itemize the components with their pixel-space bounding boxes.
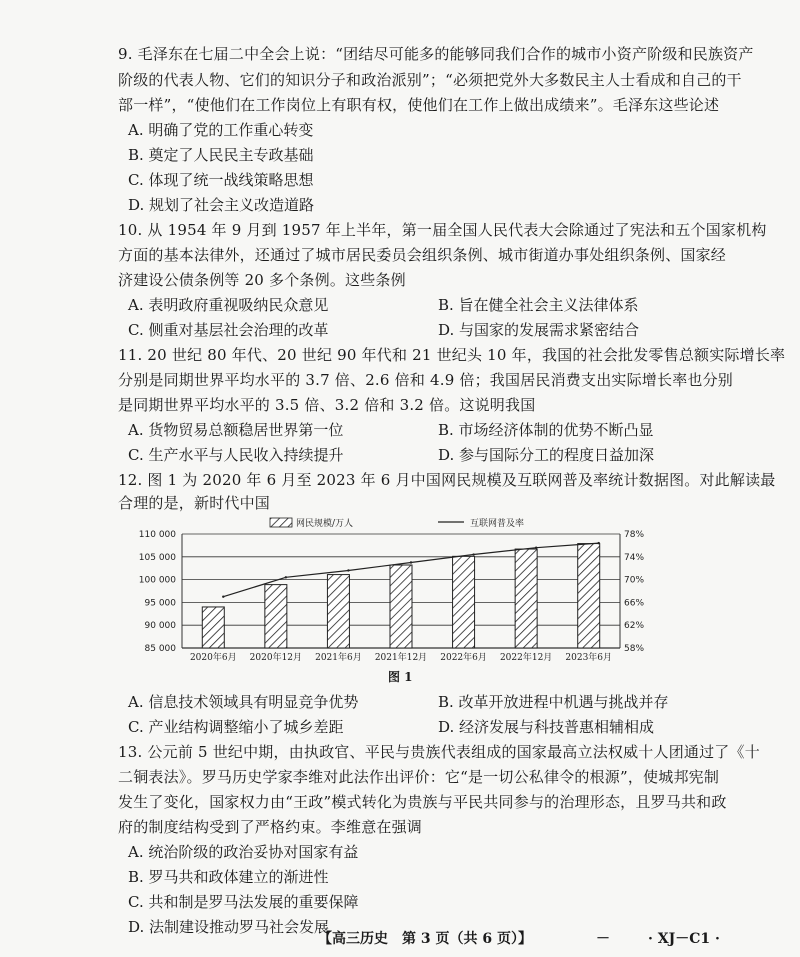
q10-stem-line-1: 10. 从 1954 年 9 月到 1957 年上半年，第一届全国人民代表大会除通过了宪法和五个国家机构 (118, 221, 767, 239)
y-left-tick-label: 90 000 (144, 621, 176, 632)
bar (265, 585, 287, 648)
line-point (535, 546, 537, 548)
page-footer-code: · XJ－C1 · (648, 931, 720, 947)
legend-line-label: 互联网普及率 (470, 519, 525, 529)
line-point (598, 542, 600, 544)
y-left-tick-label: 105 000 (138, 552, 176, 563)
legend-bar-label: 网民规模/万人 (296, 519, 354, 529)
x-tick-label: 2021年12月 (374, 653, 428, 663)
q11-stem-line-1: 11. 20 世纪 80 年代、20 世纪 90 年代和 21 世纪头 10 年，我国的社会批发零售总额实际增长率 (118, 346, 786, 364)
bar (327, 575, 349, 648)
q11-option-d[interactable]: D. 参与国际分工的程度日益加深 (438, 446, 655, 464)
q12-stem-line-1: 12. 图 1 为 2020 年 6 月至 2023 年 6 月中国网民规模及互联网普及率统计数据图。对此解读最 (118, 471, 776, 489)
bar (515, 549, 537, 648)
y-left-tick-label: 100 000 (138, 575, 176, 586)
page-footer-label: 【高三历史 第 3 页（共 6 页）】 (318, 931, 532, 947)
q11-option-a[interactable]: A. 货物贸易总额稳居世界第一位 (128, 421, 344, 439)
q13-stem-line-1: 13. 公元前 5 世纪中期，由执政官、平民与贵族代表组成的国家最高立法权威十人团通过了《十 (118, 743, 760, 761)
bar (453, 556, 475, 648)
y-right-tick-label: 66% (624, 598, 645, 609)
line-point (410, 561, 412, 563)
q11-stem-line-3: 是同期世界平均水平的 3.5 倍、3.2 倍和 3.2 倍。这说明我国 (118, 396, 536, 414)
q10-option-c[interactable]: C. 侧重对基层社会治理的改革 (128, 321, 329, 339)
x-tick-label: 2020年12月 (249, 653, 303, 663)
q13-option-b[interactable]: B. 罗马共和政体建立的渐进性 (128, 868, 329, 886)
q9-option-c[interactable]: C. 体现了统一战线策略思想 (128, 171, 314, 189)
x-tick-label: 2021年6月 (315, 653, 362, 663)
q9-stem-line-3: 部一样”，“使他们在工作岗位上有职有权，使他们在工作上做出成绩来”。毛泽东这些论述 (118, 96, 720, 114)
x-tick-label: 2022年6月 (440, 653, 487, 663)
line-point (222, 596, 224, 598)
q13-option-a[interactable]: A. 统治阶级的政治妥协对国家有益 (128, 843, 359, 861)
chart-svg (120, 516, 680, 666)
y-left-tick-label: 85 000 (144, 644, 176, 654)
q12-option-d[interactable]: D. 经济发展与科技普惠相辅相成 (438, 718, 655, 736)
q9-stem-line-1: 9. 毛泽东在七届二中全会上说：“团结尽可能多的能够同我们合作的城市小资产阶级和民族资产 (118, 45, 754, 63)
q12-stem-line-2: 合理的是，新时代中国 (118, 494, 271, 512)
q11-option-c[interactable]: C. 生产水平与人民收入持续提升 (128, 446, 344, 464)
x-tick-label: 2020年6月 (189, 653, 237, 663)
q9-stem-line-2: 阶级的代表人物、它们的知识分子和政治派别”；“必须把党外大多数民主人士看成和自己的干 (118, 71, 742, 89)
x-tick-label: 2022年12月 (499, 653, 553, 663)
page-footer-dash: － (596, 931, 610, 947)
q12-option-a[interactable]: A. 信息技术领域具有明显竞争优势 (128, 693, 359, 711)
y-right-tick-label: 74% (624, 552, 645, 563)
y-right-tick-label: 70% (624, 575, 645, 586)
q9-option-a[interactable]: A. 明确了党的工作重心转变 (128, 121, 314, 139)
bar (202, 607, 224, 648)
line-point (472, 553, 474, 555)
y-right-tick-label: 62% (624, 621, 645, 632)
q10-option-b[interactable]: B. 旨在健全社会主义法律体系 (438, 296, 639, 314)
q12-option-c[interactable]: C. 产业结构调整缩小了城乡差距 (128, 718, 344, 736)
q10-stem-line-3: 济建设公债条例等 20 多个条例。这些条例 (118, 271, 406, 289)
q11-stem-line-2: 分别是同期世界平均水平的 3.7 倍、2.6 倍和 4.9 倍；我国居民消费支出实际增长率也分别 (118, 371, 734, 389)
figure-caption: 图 1 (388, 670, 413, 684)
q9-option-b[interactable]: B. 奠定了人民民主专政基础 (128, 146, 314, 164)
q10-option-d[interactable]: D. 与国家的发展需求紧密结合 (438, 321, 640, 339)
q13-stem-line-4: 府的制度结构受到了严格约束。李维意在强调 (118, 818, 423, 836)
q10-option-a[interactable]: A. 表明政府重视吸纳民众意见 (128, 296, 329, 314)
bar (390, 565, 412, 648)
q13-stem-line-2: 二铜表法》。罗马历史学家李维对此法作出评价：它“是一切公私律令的根源”，使城邦宪制 (118, 768, 720, 786)
y-left-tick-label: 110 000 (138, 530, 176, 540)
y-right-tick-label: 58% (624, 644, 645, 654)
q13-option-d[interactable]: D. 法制建设推动罗马社会发展 (128, 918, 330, 936)
q12-option-b[interactable]: B. 改革开放进程中机遇与挑战并存 (438, 693, 669, 711)
q13-option-c[interactable]: C. 共和制是罗马法发展的重要保障 (128, 893, 359, 911)
y-left-tick-label: 95 000 (144, 598, 176, 609)
line-point (347, 569, 349, 571)
q13-stem-line-3: 发生了变化，国家权力由“王政”模式转化为贵族与平民共同参与的治理形态，且罗马共和政 (118, 793, 727, 811)
x-tick-label: 2023年6月 (565, 653, 613, 663)
q9-option-d[interactable]: D. 规划了社会主义改造道路 (128, 196, 315, 214)
y-right-tick-label: 78% (624, 530, 645, 540)
q11-option-b[interactable]: B. 市场经济体制的优势不断凸显 (438, 421, 654, 439)
line-point (285, 576, 287, 578)
internet-users-chart (120, 516, 680, 666)
bar (578, 544, 600, 648)
legend-bar-swatch (270, 518, 292, 527)
q10-stem-line-2: 方面的基本法律外，还通过了城市居民委员会组织条例、城市街道办事处组织条例、国家经 (118, 246, 727, 264)
